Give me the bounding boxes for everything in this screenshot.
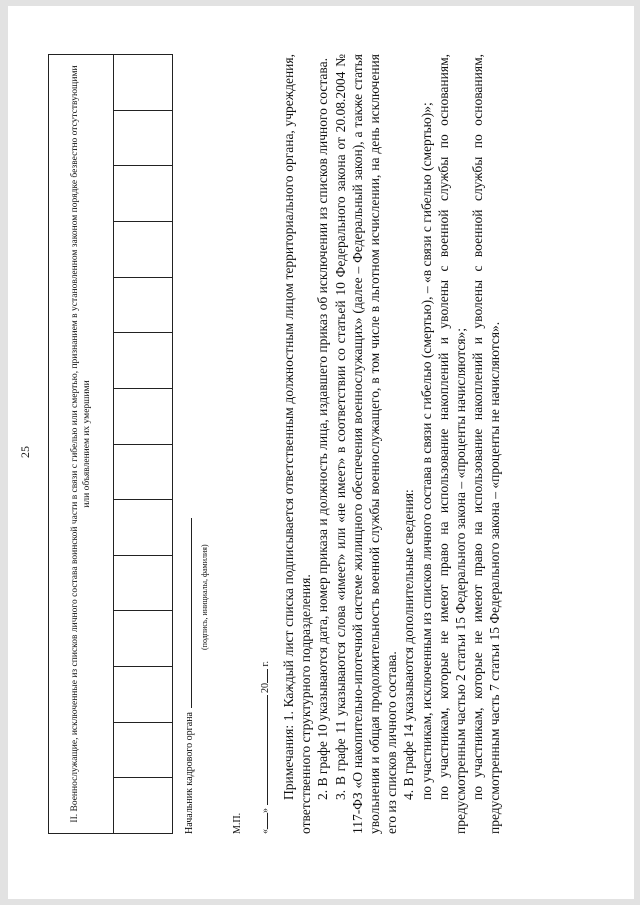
date-close-quote: »	[260, 808, 271, 813]
table-cell	[114, 778, 173, 834]
table-cell	[114, 221, 173, 277]
table-row	[114, 55, 173, 834]
date-century: 20	[260, 683, 271, 693]
note-paragraph: по участникам, которые не имеют право на использование накоплений и уволены с военной службы по основаниям, предусмотренным частью 2 статьи 15 Федерального закона – «проценты начисляются»;	[435, 54, 469, 834]
note-paragraph: 4. В графе 14 указываются дополнительные сведения:	[401, 489, 417, 800]
page-number: 25	[18, 446, 32, 458]
document-page	[8, 6, 634, 899]
table-cell	[114, 388, 173, 444]
table-cell	[114, 55, 173, 111]
head-label: Начальник кадрового органа	[184, 712, 195, 834]
note-paragraph: 3. В графе 11 указываются слова «имеет» или «не имеет» в соответствии со статьей 10 Федерального закона от 20.08.2004 № 117-ФЗ «О накопительно-ипотечной системе жилищного обеспечения военнослужащих» (далее – Федеральный закон), а также статья увольнения и общая продолжительность военной службы военнослужащего, в том числе в льготном исчислении, на день исключения его из списков личного состава.	[332, 54, 400, 834]
table-section-title: II. Военнослужащие, исключенные из списков личного состава воинской части в связи с гибелью или смертью, признанием в установленном законом порядке безвестно отсутствующими или объявлением их умершими	[49, 55, 114, 834]
table-cell	[114, 166, 173, 222]
table-cell	[114, 667, 173, 723]
table-cell	[114, 555, 173, 611]
table-cell	[114, 277, 173, 333]
table-cell	[114, 611, 173, 667]
table-cell	[114, 444, 173, 500]
note-paragraph: по участникам, которые не имеют право на использование накоплений и уволены с военной службы по основаниям, предусмотренным часть 7 статьи 15 Федерального закона – «проценты не начисляются».	[470, 54, 503, 834]
note-paragraph: Примечания: 1. Каждый лист списка подписывается ответственным должностным лицом территориального органа, учреждения, ответственного структурного подразделения.	[281, 54, 314, 834]
note-paragraph: по участникам, исключенным из списков личного состава в связи с гибелью (смертью), – «в связи с гибелью (смертью)»;	[418, 102, 434, 800]
date-open-quote: «	[260, 829, 271, 834]
day-blank	[267, 813, 268, 829]
date-line	[260, 661, 271, 834]
note-paragraph: 2. В графе 10 указываются дата, номер приказа и должность лица, издавшего приказ об исключении из списков личного состава.	[315, 58, 331, 800]
records-table	[48, 54, 173, 834]
table-cell	[114, 500, 173, 556]
table-cell	[114, 722, 173, 778]
stamp-placeholder: М.П.	[232, 812, 243, 834]
rotated-content	[12, 12, 632, 892]
head-signature-line	[184, 518, 195, 834]
notes-section	[280, 54, 504, 834]
signature-block	[184, 74, 274, 834]
signature-blank	[191, 518, 192, 708]
date-year-suffix: г.	[260, 661, 271, 667]
month-blank	[267, 696, 268, 806]
signature-hint: (подпись, инициалы, фамилия)	[200, 544, 209, 650]
table-cell	[114, 333, 173, 389]
year-blank	[267, 669, 268, 683]
table-cell	[114, 110, 173, 166]
